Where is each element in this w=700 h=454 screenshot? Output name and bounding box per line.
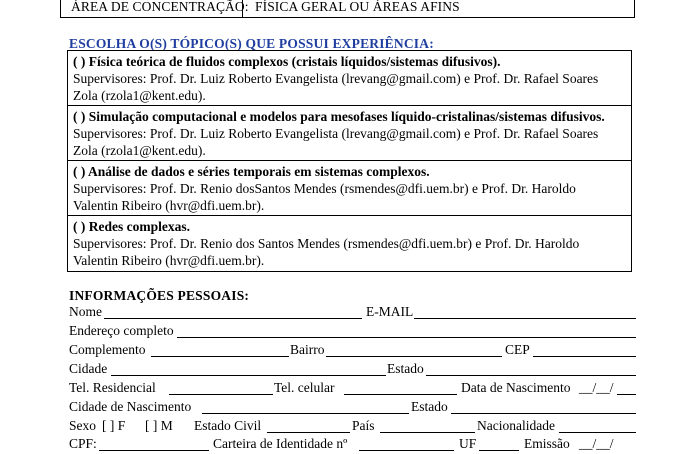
zip-field[interactable] <box>533 356 636 357</box>
cpf-field[interactable] <box>99 450 209 451</box>
marital-status-label: Estado Civil <box>194 418 262 433</box>
city-label: Cidade <box>69 361 108 376</box>
topic-title: ( ) Análise de dados e séries temporais em sistemas complexos. <box>73 164 430 179</box>
topic-option[interactable] <box>68 215 631 273</box>
topics-table <box>67 50 632 272</box>
row-address <box>69 323 639 341</box>
row-personal-status <box>69 418 639 436</box>
nationality-label: Nacionalidade <box>477 418 555 433</box>
email-label: E-MAIL <box>366 304 414 319</box>
topic-title: ( ) Simulação computacional e modelos para mesofases líquido-cristalinas/sistemas difusivos. <box>73 109 605 124</box>
birth-state-label: Estado <box>411 399 448 414</box>
country-field[interactable] <box>380 432 475 433</box>
marital-status-field[interactable] <box>267 432 350 433</box>
id-card-label: Carteira de Identidade nº <box>213 436 348 451</box>
birth-city-field[interactable] <box>202 413 409 414</box>
topic-supervisors: Supervisores: Prof. Dr. Luiz Roberto Evangelista (lrevang@gmail.com) e Prof. Dr. Rafael Soares <box>73 126 599 141</box>
uf-label: UF <box>459 436 477 451</box>
address-field[interactable] <box>177 337 636 338</box>
row-name-email <box>69 304 639 322</box>
state-field[interactable] <box>426 375 636 376</box>
mobile-phone-field[interactable] <box>344 394 457 395</box>
complement-field[interactable] <box>151 356 289 357</box>
topic-supervisors: Supervisores: Prof. Dr. Renio dosSantos Mendes (rsmendes@dfi.uem.br) e Prof. Dr. Haroldo <box>73 181 576 196</box>
topic-option[interactable] <box>68 160 631 215</box>
country-label: País <box>352 418 375 433</box>
row-documents <box>69 436 639 454</box>
topics-section-title: ESCOLHA O(S) TÓPICO(S) QUE POSSUI EXPERIÊNCIA: <box>69 36 434 51</box>
sex-female-option[interactable]: [ ] F <box>102 418 126 433</box>
id-card-field[interactable] <box>359 450 454 451</box>
home-phone-field[interactable] <box>169 394 273 395</box>
name-label: Nome <box>69 304 102 319</box>
nationality-field[interactable] <box>559 432 636 433</box>
email-field[interactable] <box>414 318 636 319</box>
topic-title: ( ) Física teórica de fluidos complexos (cristais líquidos/sistemas difusivos). <box>73 54 501 69</box>
topic-title: ( ) Redes complexas. <box>73 219 190 234</box>
birth-year-field[interactable] <box>617 394 636 395</box>
row-phones <box>69 380 639 398</box>
mobile-phone-label: Tel. celular <box>274 380 335 395</box>
address-label: Endereço completo <box>69 323 174 338</box>
city-field[interactable] <box>111 375 386 376</box>
birth-state-field[interactable] <box>451 413 636 414</box>
home-phone-label: Tel. Residencial <box>69 380 156 395</box>
sex-male-option[interactable]: [ ] M <box>145 418 173 433</box>
topic-option[interactable] <box>68 105 631 160</box>
concentration-area-value: FÍSICA GERAL OU ÁREAS AFINS <box>255 0 460 14</box>
topic-supervisors: Supervisores: Prof. Dr. Luiz Roberto Evangelista (lrevang@gmail.com) e Prof. Dr. Rafael Soares <box>73 71 599 86</box>
district-label: Bairro <box>290 342 325 357</box>
personal-info-title: INFORMAÇÕES PESSOAIS: <box>69 288 250 303</box>
birth-city-label: Cidade de Nascimento <box>69 399 192 414</box>
topic-option[interactable] <box>68 51 631 105</box>
table-divider <box>242 0 243 17</box>
topic-supervisors-cont: Valentin Ribeiro (hvr@dfi.uem.br). <box>73 253 265 268</box>
concentration-area-label: ÁREA DE CONCENTRAÇÃO: <box>71 0 249 14</box>
state-label: Estado <box>387 361 424 376</box>
birth-date-label: Data de Nascimento <box>461 380 571 395</box>
name-field[interactable] <box>104 318 362 319</box>
topic-supervisors-cont: Zola (rzola1@kent.edu). <box>73 143 206 158</box>
district-field[interactable] <box>326 356 502 357</box>
row-birth-city <box>69 399 639 417</box>
topic-supervisors-cont: Zola (rzola1@kent.edu). <box>73 88 206 103</box>
issue-date-label: Emissão <box>524 436 570 451</box>
birth-date-field[interactable]: __/__/ <box>579 380 614 395</box>
row-city <box>69 361 639 379</box>
topic-supervisors-cont: Valentin Ribeiro (hvr@dfi.uem.br). <box>73 198 265 213</box>
cpf-label: CPF: <box>69 436 97 451</box>
zip-label: CEP <box>505 342 530 357</box>
complement-label: Complemento <box>69 342 146 357</box>
concentration-area-table <box>60 0 635 18</box>
sex-label: Sexo <box>69 418 96 433</box>
topic-supervisors: Supervisores: Prof. Dr. Renio dos Santos Mendes (rsmendes@dfi.uem.br) e Prof. Dr. Haroldo <box>73 236 580 251</box>
row-complement <box>69 342 639 360</box>
issue-date-field[interactable]: __/__/ <box>579 436 614 451</box>
uf-field[interactable] <box>479 450 519 451</box>
